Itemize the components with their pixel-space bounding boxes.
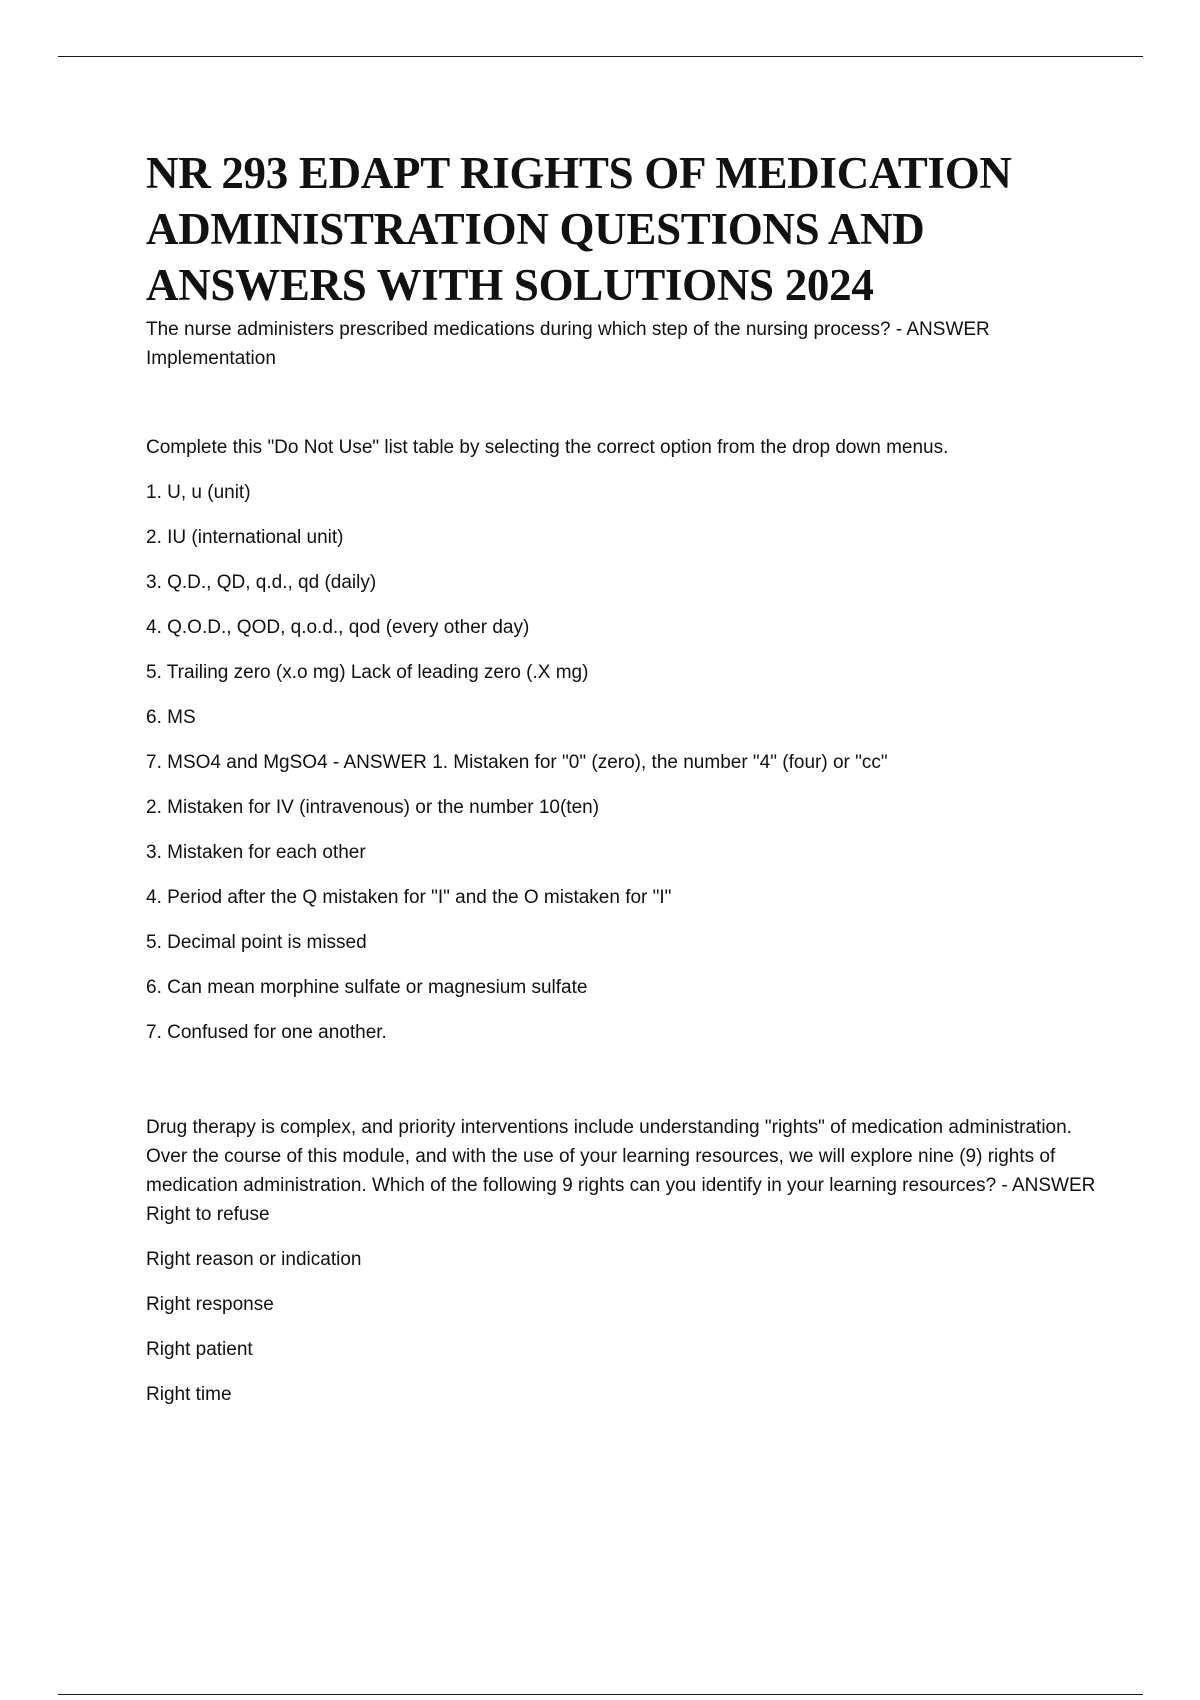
list-item: 4. Period after the Q mistaken for "I" and the O mistaken for "I" [146,887,672,908]
document-content [146,145,1101,1409]
question-2 [146,433,1096,1047]
list-item: 2. Mistaken for IV (intravenous) or the number 10(ten) [146,797,600,818]
question-1-answer: Implementation [146,348,276,369]
bottom-rule [58,1694,1143,1695]
top-rule [58,56,1143,57]
list-item: 3. Mistaken for each other [146,842,366,863]
list-item: 6. MS [146,707,196,728]
list-item: 7. MSO4 and MgSO4 - ANSWER 1. Mistaken for "0" (zero), the number "4" (four) or "cc" [146,752,888,773]
list-item: 1. U, u (unit) [146,482,251,503]
list-item: Right response [146,1294,274,1315]
list-item: 5. Trailing zero (x.o mg) Lack of leading zero (.X mg) [146,662,589,683]
document-title: NR 293 EDAPT RIGHTS OF MEDICATION ADMINISTRATION QUESTIONS AND ANSWERS WITH SOLUTIONS 2024 [146,148,1012,310]
list-item: 5. Decimal point is missed [146,932,367,953]
list-item: 4. Q.O.D., QOD, q.o.d., qod (every other day) [146,617,530,638]
question-3-text: Drug therapy is complex, and priority interventions include understanding "rights" of medication administration. Over the course of this module, and with the use of your learning resources, we will explore nine (9) rights of medication administration. Which of the following 9 rights can you identify in your learning resources? - ANSWER Right to refuse [146,1117,1101,1225]
list-item: Right patient [146,1339,253,1360]
question-3 [146,1113,1101,1409]
question-2-text: Complete this "Do Not Use" list table by selecting the correct option from the drop down menus. [146,437,949,458]
list-item: Right time [146,1384,232,1405]
list-item: 2. IU (international unit) [146,527,344,548]
list-item: 7. Confused for one another. [146,1022,387,1043]
question-1-text: The nurse administers prescribed medications during which step of the nursing process? - ANSWER [146,319,990,340]
list-item: Right reason or indication [146,1249,362,1270]
list-item: 3. Q.D., QD, q.d., qd (daily) [146,572,377,593]
list-item: 6. Can mean morphine sulfate or magnesium sulfate [146,977,588,998]
question-1 [146,315,1096,373]
